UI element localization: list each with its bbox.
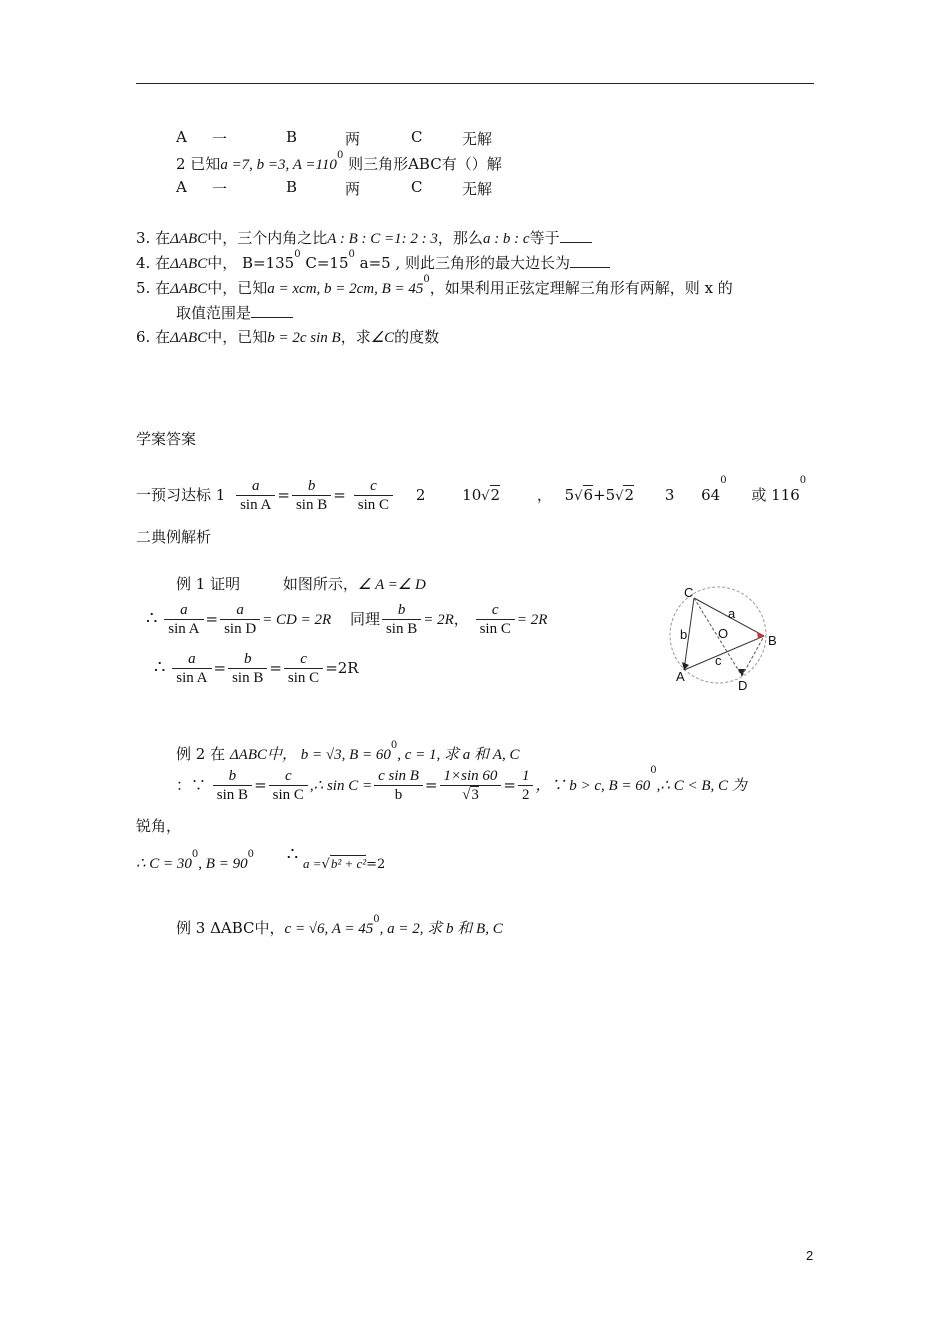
- label-a: a: [728, 606, 736, 621]
- question-4: [136, 249, 610, 273]
- label-a-vertex: A: [676, 669, 685, 684]
- answer-6: 64: [701, 486, 721, 504]
- q5-mid: 中，已知: [207, 279, 268, 297]
- q3-mid2: ，那么: [437, 229, 483, 247]
- q5-line2: 取值范围是: [176, 304, 252, 322]
- fraction: [354, 478, 393, 514]
- ex3-math2: , a = 2, 求 b 和 B, C: [379, 921, 503, 937]
- q5-sup: 0: [423, 274, 430, 285]
- denominator: sin B: [228, 668, 267, 687]
- denominator: 2: [518, 785, 534, 804]
- result: = 2R: [516, 612, 548, 628]
- example-2-line-3: 锐角，: [136, 817, 182, 835]
- fraction: [220, 602, 260, 638]
- fraction: [236, 478, 275, 514]
- fraction: [382, 602, 421, 638]
- ex2-sup: 0: [390, 740, 398, 751]
- example-1-line-3: [154, 651, 359, 687]
- example-1-line-2: [146, 602, 547, 638]
- ex1-text: 如图所示，: [282, 575, 358, 593]
- question-5: [136, 274, 733, 298]
- because-symbol: ：∵: [176, 776, 207, 794]
- numerator: a: [251, 478, 260, 494]
- answer-4: 5: [564, 486, 575, 504]
- answer-line-1: [136, 475, 807, 514]
- q5-math: a = xcm, b = 2cm, B = 45: [267, 281, 424, 297]
- denominator: sin C: [476, 619, 515, 638]
- radicand: 3: [471, 787, 479, 803]
- header-rule: [136, 83, 814, 84]
- sqrt-symbol: √: [574, 489, 583, 504]
- therefore-symbol: ∴: [154, 657, 166, 678]
- q3-ratio2: a : b : c: [482, 231, 530, 247]
- fraction: [374, 768, 423, 804]
- equals: =: [503, 776, 516, 794]
- q4-deg: 0: [294, 249, 301, 260]
- option-label: A: [176, 178, 187, 196]
- denominator: sin C: [284, 668, 323, 687]
- question-3: [136, 227, 592, 248]
- ex1-angles: ∠ A =∠ D: [357, 577, 426, 593]
- example-3-title: [176, 914, 503, 938]
- q4-mid3: a=5 , 则此三角形的最大边长为: [354, 254, 571, 272]
- ex2-mid: ,∴ sin C =: [309, 778, 373, 794]
- q3-triangle: ΔABC: [170, 231, 208, 247]
- q6-mid: 中，已知: [207, 328, 268, 346]
- fraction: [440, 768, 502, 804]
- ex2-triangle: ΔABC: [229, 747, 268, 763]
- numerator: 1×sin 60: [443, 768, 498, 784]
- fraction: [164, 602, 203, 638]
- numerator: a: [188, 651, 196, 667]
- q6-suffix: 的度数: [394, 328, 440, 346]
- question-2: [176, 150, 502, 174]
- numerator: a: [236, 602, 244, 618]
- ex2-l4-text: ∴ C = 30: [136, 856, 192, 872]
- q3-ratio: A : B : C =1: 2 : 3: [327, 231, 438, 247]
- ex2-l4-text2: , B = 90: [198, 856, 248, 872]
- option-text: 一: [212, 130, 228, 148]
- question-6: [136, 326, 439, 347]
- answer-blank: [570, 255, 610, 268]
- question-5-line-2: [176, 302, 293, 323]
- ex3-title: 例 3 ΔABC中，: [176, 919, 285, 937]
- ex2-text2: , c = 1, 求 a 和 A, C: [397, 747, 520, 763]
- fraction: [476, 602, 515, 638]
- label-b-vertex: B: [768, 633, 777, 648]
- numerator: c sin B: [378, 768, 419, 784]
- numerator: b: [243, 651, 252, 667]
- equals: =: [269, 659, 282, 677]
- therefore-symbol: ∴: [286, 844, 299, 865]
- sqrt-symbol: √: [481, 489, 490, 504]
- ex2-sup: 0: [191, 849, 199, 860]
- fraction: [269, 768, 308, 804]
- result: = 2R: [423, 612, 454, 628]
- fraction: [292, 478, 331, 514]
- option-label: C: [411, 128, 423, 146]
- sqrt-symbol: √: [321, 857, 330, 872]
- ex1-title: 例 1 证明: [176, 575, 241, 593]
- ex3-sup: 0: [373, 914, 380, 925]
- section-heading-examples: 二典例解析: [136, 528, 212, 546]
- answer-2: 2: [415, 486, 426, 504]
- q2-prefix: 2 已知: [176, 155, 221, 173]
- q2-math: a =7, b =3, A =110: [220, 157, 337, 173]
- option-label: A: [176, 128, 187, 146]
- label-d: D: [738, 678, 748, 693]
- denominator: sin A: [164, 619, 203, 638]
- similarly: 同理: [349, 610, 380, 628]
- equals: =: [254, 776, 267, 794]
- ex2-sup: 0: [247, 849, 254, 860]
- ex2-tail: ，∵ b > c, B = 60: [535, 778, 651, 794]
- radicand: 2: [490, 486, 501, 504]
- example-1-title: [176, 573, 426, 594]
- numerator: b: [307, 478, 316, 494]
- q4-triangle: ΔABC: [170, 256, 208, 272]
- numerator: a: [180, 602, 188, 618]
- ex2-l4-res2: =2: [366, 857, 386, 872]
- denominator: sin A: [172, 668, 211, 687]
- option-label: B: [286, 178, 298, 196]
- option-text: 一: [212, 180, 228, 198]
- q3-suffix: 等于: [529, 229, 560, 247]
- answer-3: 10: [462, 486, 482, 504]
- denominator: sin B: [213, 785, 252, 804]
- fraction: [172, 651, 211, 687]
- option-text: 两: [345, 130, 361, 148]
- denominator-sqrt: [440, 785, 502, 804]
- q3-mid: 中，三个内角之比: [207, 229, 328, 247]
- answer-blank: [251, 305, 293, 318]
- numerator: b: [228, 768, 237, 784]
- q6-mid2: ，求: [340, 328, 371, 346]
- equals: =: [213, 659, 227, 677]
- numerator: 1: [521, 768, 530, 784]
- answer-4-b: +5: [593, 486, 616, 504]
- equals: =: [424, 776, 438, 794]
- example-2-line-4: [136, 844, 386, 873]
- therefore-symbol: ∴: [146, 608, 158, 629]
- ex2-sup: 0: [650, 765, 657, 776]
- q2-suffix: 则三角形ABC有（）解: [348, 155, 502, 173]
- example-2-title: [176, 740, 520, 764]
- deg: 0: [799, 475, 807, 486]
- answer-blank: [560, 230, 592, 243]
- option-text: 两: [345, 180, 361, 198]
- fraction: [518, 768, 534, 804]
- numerator: c: [491, 602, 499, 618]
- denominator: sin B: [292, 495, 331, 514]
- denominator: sin B: [382, 619, 421, 638]
- fraction: [284, 651, 323, 687]
- sqrt-symbol: √: [615, 489, 624, 504]
- numerator: c: [300, 651, 307, 667]
- side-c: [684, 636, 764, 670]
- numerator: b: [397, 602, 406, 618]
- comma: ，: [536, 486, 552, 504]
- label-c: C: [684, 585, 694, 600]
- ex2-tail2: ,∴ C < B, C 为: [656, 778, 747, 794]
- answer-6-or: 或 116: [751, 486, 800, 504]
- label-o: O: [718, 626, 729, 641]
- answer-5: 3: [664, 486, 675, 504]
- fraction: [213, 768, 252, 804]
- option-label: C: [411, 178, 423, 196]
- q4-deg: 0: [348, 249, 355, 260]
- q2-sup: 0: [336, 150, 344, 161]
- q5-prefix: 5. 在: [136, 279, 171, 297]
- q6-triangle: ΔABC: [170, 330, 208, 346]
- q6-angle: ∠C: [370, 330, 395, 346]
- radicand: 2: [624, 486, 635, 504]
- circle-figure: [660, 580, 790, 695]
- option-label: B: [286, 128, 298, 146]
- label-c-side: c: [715, 653, 722, 668]
- ex2-title: 例 2 在: [176, 745, 226, 763]
- equals: =: [277, 486, 290, 504]
- q4-prefix: 4. 在: [136, 254, 171, 272]
- result: =2R: [325, 659, 359, 677]
- denominator: sin C: [269, 785, 308, 804]
- ans1-label: 一预习达标 1: [136, 486, 226, 504]
- ex2-text: 中， b = √3, B = 60: [267, 747, 391, 763]
- q4-mid: 中， B=135: [207, 254, 295, 272]
- denominator: sin C: [354, 495, 393, 514]
- q5-triangle: ΔABC: [170, 281, 208, 297]
- option-text: 无解: [462, 180, 493, 198]
- example-2-line-2: [176, 765, 747, 804]
- result: = CD = 2R: [262, 612, 332, 628]
- denominator: b: [374, 785, 423, 804]
- sqrt-symbol: √: [462, 787, 471, 803]
- q6-math: b = 2c sin B: [267, 330, 341, 346]
- label-b: b: [680, 627, 688, 642]
- equals: =: [205, 610, 219, 628]
- option-text: 无解: [462, 130, 493, 148]
- ex2-l4-res: a =: [302, 856, 322, 871]
- radicand: 6: [583, 486, 594, 504]
- ex3-math: c = √6, A = 45: [284, 921, 374, 937]
- q5-suffix: ，如果利用正弦定理解三角形有两解，则 x 的: [429, 279, 733, 297]
- denominator: sin A: [236, 495, 275, 514]
- q6-prefix: 6. 在: [136, 328, 171, 346]
- numerator: c: [370, 478, 377, 494]
- section-heading-answers: 学案答案: [136, 430, 197, 448]
- equals: =: [333, 486, 346, 504]
- denominator: sin D: [220, 619, 260, 638]
- fraction: [228, 651, 267, 687]
- radicand: b² + c²: [330, 856, 367, 871]
- q4-mid2: C=15: [300, 254, 349, 272]
- comma: ，: [453, 610, 469, 628]
- deg: 0: [720, 475, 727, 486]
- numerator: c: [284, 768, 292, 784]
- q3-prefix: 3. 在: [136, 229, 171, 247]
- page-number: 2: [806, 1248, 814, 1263]
